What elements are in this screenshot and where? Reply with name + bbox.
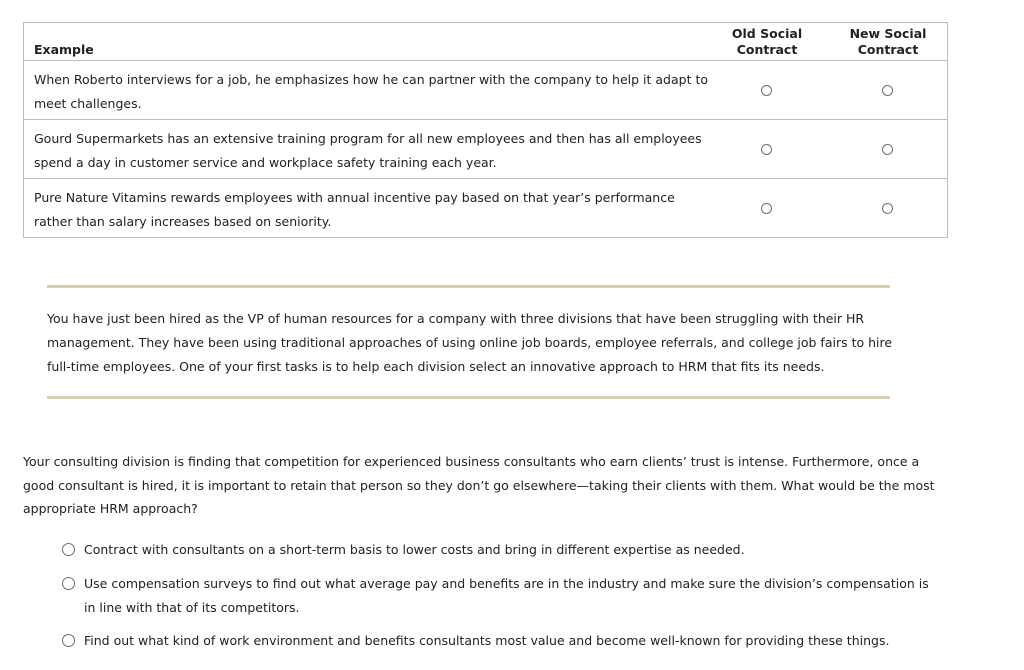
- option-radio[interactable]: [62, 634, 75, 647]
- example-column-header: Example: [34, 42, 94, 57]
- table-row: [24, 179, 947, 237]
- row1-new-contract-radio[interactable]: [882, 85, 893, 96]
- scenario-text: You have just been hired as the VP of human resources for a company with three divisions that have been struggling with their HR management. They have been using traditional approaches of using online job boards, employee referrals, and college job fairs to hire full-time employees. One of your first tasks is to help each division select an innovative approach to HRM that fits its needs.: [47, 311, 893, 374]
- option-label: Use compensation surveys to find out what average pay and benefits are in the industry and make sure the division’s compensation is in line with that of its competitors.: [84, 576, 929, 615]
- example-text: When Roberto interviews for a job, he emphasizes how he can partner with the company to help it adapt to meet challenges.: [34, 72, 708, 111]
- old-social-contract-header: Old Social Contract: [731, 26, 803, 57]
- option-radio[interactable]: [62, 543, 75, 556]
- option-radio[interactable]: [62, 577, 75, 590]
- table-header: [24, 23, 947, 61]
- row3-new-contract-radio[interactable]: [882, 203, 893, 214]
- row2-old-contract-radio[interactable]: [761, 144, 772, 155]
- divider-bottom: [47, 396, 890, 399]
- table-row: [24, 61, 947, 120]
- divider-top: [47, 285, 890, 288]
- example-text: Pure Nature Vitamins rewards employees with annual incentive pay based on that year’s performance rather than salary increases based on seniority.: [34, 190, 675, 229]
- option-label: Contract with consultants on a short-term basis to lower costs and bring in different expertise as needed.: [84, 542, 745, 557]
- new-social-contract-header: New Social Contract: [849, 26, 927, 57]
- row2-new-contract-radio[interactable]: [882, 144, 893, 155]
- row3-old-contract-radio[interactable]: [761, 203, 772, 214]
- social-contract-table: [23, 22, 948, 238]
- table-row: [24, 120, 947, 179]
- question-text: Your consulting division is finding that competition for experienced business consultants who earn clients’ trust is intense. Furthermore, once a good consultant is hired, it is important to retain that person so they don’t go elsewhere—taking their clients with them. What would be the most appropriate HRM approach?: [23, 454, 935, 516]
- row1-old-contract-radio[interactable]: [761, 85, 772, 96]
- example-text: Gourd Supermarkets has an extensive training program for all new employees and then has all employees spend a day in customer service and workplace safety training each year.: [34, 131, 702, 170]
- option-label: Find out what kind of work environment and benefits consultants most value and become well-known for providing these things.: [84, 633, 890, 648]
